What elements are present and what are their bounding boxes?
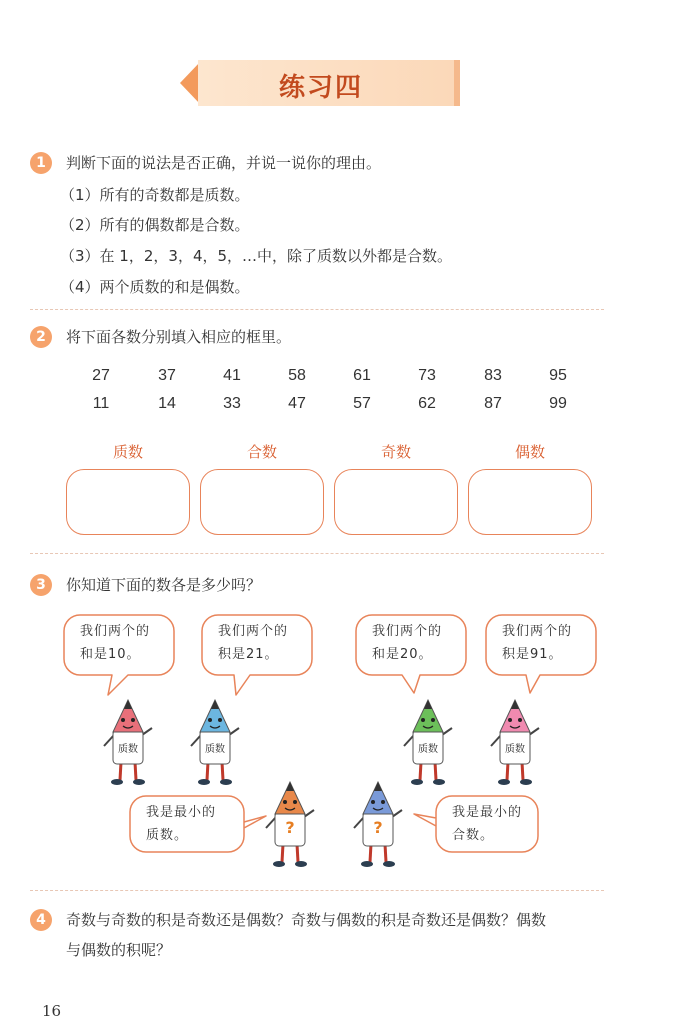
pencil-label: 质数: [418, 744, 438, 755]
category-label-odd: 奇数: [380, 443, 411, 461]
number-cell: 47: [288, 395, 306, 412]
divider-1: [30, 309, 604, 310]
question-1-text: 判断下面的说法是否正确，并说一说你的理由。: [66, 154, 382, 172]
bubble-2-line-2: 积是21。: [218, 647, 279, 662]
bubble-3-line-1: 我们两个的: [372, 624, 443, 639]
question-3-number: 3: [30, 574, 52, 596]
divider-2: [30, 553, 604, 554]
q1-item-1: （1）所有的奇数都是质数。: [60, 186, 250, 204]
answer-box-prime[interactable]: [66, 469, 190, 535]
question-2-text: 将下面各数分别填入相应的框里。: [66, 328, 292, 346]
bubble-1-line-1: 我们两个的: [80, 624, 151, 639]
number-cell: 73: [418, 367, 436, 384]
pencil-label: 质数: [505, 744, 525, 755]
number-cell: 14: [158, 395, 176, 412]
answer-box-composite[interactable]: [200, 469, 324, 535]
question-4-number: 4: [30, 909, 52, 931]
bubble-2-line-1: 我们两个的: [218, 624, 289, 639]
question-2-number: 2: [30, 326, 52, 348]
number-cell: 57: [353, 395, 371, 412]
divider-3: [30, 890, 604, 891]
answer-box-odd[interactable]: [334, 469, 458, 535]
number-cell: 37: [158, 367, 176, 384]
question-4-line-1: 奇数与奇数的积是奇数还是偶数？奇数与偶数的积是奇数还是偶数？偶数: [66, 911, 547, 929]
mystery-mark: ?: [373, 818, 383, 837]
question-4-line-2: 与偶数的积呢？: [66, 941, 172, 959]
bubble-6-line-1: 我是最小的: [452, 805, 523, 820]
pencil-label: 质数: [205, 744, 225, 755]
category-label-composite: 合数: [246, 443, 277, 461]
number-cell: 11: [92, 395, 110, 412]
number-cell: 33: [223, 395, 241, 412]
number-cell: 27: [92, 367, 110, 384]
question-3-text: 你知道下面的数各是多少吗？: [66, 576, 262, 594]
bubble-4-line-2: 积是91。: [502, 647, 563, 662]
category-label-even: 偶数: [514, 443, 545, 461]
bubble-6-line-2: 合数。: [452, 828, 495, 843]
number-cell: 83: [484, 367, 502, 384]
number-cell: 61: [353, 367, 371, 384]
number-cell: 41: [223, 367, 241, 384]
q1-item-2: （2）所有的偶数都是合数。: [60, 216, 250, 234]
number-cell: 87: [484, 395, 502, 412]
bubble-5-line-2: 质数。: [146, 828, 189, 843]
question-1-number: 1: [30, 152, 52, 174]
q1-item-3: （3）在 1，2，3，4，5，…中，除了质数以外都是合数。: [60, 247, 453, 265]
title-banner: [180, 58, 462, 108]
category-label-prime: 质数: [112, 443, 143, 461]
number-cell: 99: [549, 395, 567, 412]
number-cell: 58: [288, 367, 306, 384]
mystery-mark: ?: [285, 818, 295, 837]
pencil-characters: [0, 680, 684, 870]
page-title: 练习四: [278, 73, 363, 103]
number-cell: 95: [549, 367, 567, 384]
bubble-4-line-1: 我们两个的: [502, 624, 573, 639]
pencil-label: 质数: [118, 744, 138, 755]
q1-item-4: （4）两个质数的和是偶数。: [60, 278, 250, 296]
answer-box-even[interactable]: [468, 469, 592, 535]
page-number: 16: [42, 1002, 62, 1020]
bubble-3-line-2: 和是20。: [372, 647, 433, 662]
number-cell: 62: [418, 395, 436, 412]
bubble-5-line-1: 我是最小的: [146, 805, 217, 820]
bubble-1-line-2: 和是10。: [80, 647, 141, 662]
